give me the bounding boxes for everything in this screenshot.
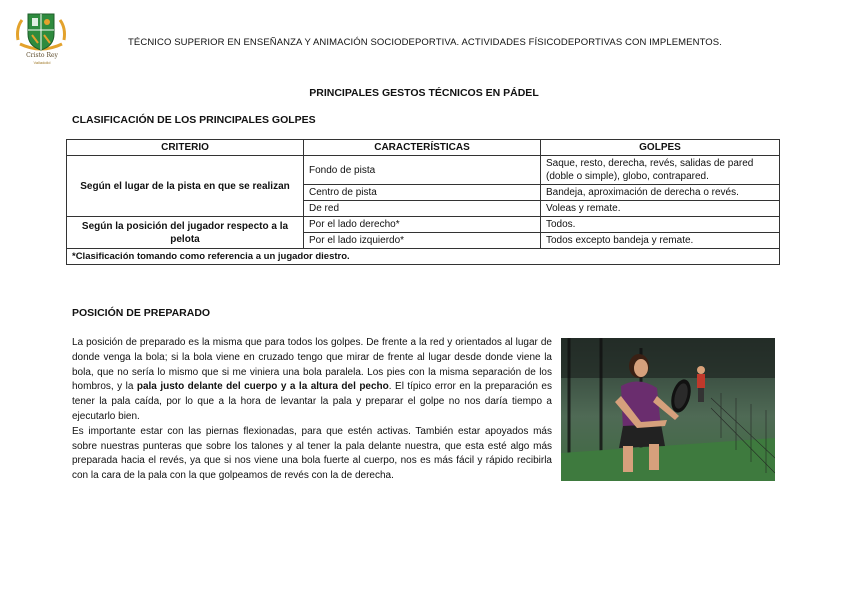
paragraph-1	[72, 336, 552, 425]
column-header-criterio: CRITERIO	[67, 140, 304, 156]
padel-player-photo	[561, 338, 775, 481]
classification-table	[66, 139, 780, 265]
ready-position-text	[72, 336, 552, 484]
golpes-cell: Todos.	[541, 217, 780, 233]
page-title: PRINCIPALES GESTOS TÉCNICOS EN PÁDEL	[309, 87, 539, 99]
ready-position-heading: POSICIÓN DE PREPARADO	[72, 307, 211, 319]
golpes-cell: Voleas y remate.	[541, 201, 780, 217]
table-row	[67, 156, 780, 185]
characteristic-cell: Por el lado derecho*	[304, 217, 541, 233]
logo-text: Cristo Rey	[26, 52, 58, 59]
golpes-cell: Saque, resto, derecha, revés, salidas de pared (doble o simple), globo, contrapared.	[541, 156, 780, 185]
table-note: *Clasificación tomando como referencia a un jugador diestro.	[67, 249, 780, 265]
criterion-cell: Según la posición del jugador respecto a la pelota	[67, 217, 304, 249]
table-header-row	[67, 140, 780, 156]
shield-icon	[14, 10, 68, 54]
golpes-cell: Bandeja, aproximación de derecha o revés.	[541, 185, 780, 201]
logo-subtext: Valladolid	[33, 60, 51, 65]
school-logo	[14, 10, 68, 66]
paragraph-1-bold: pala justo delante del cuerpo y a la altura del pecho	[136, 381, 389, 393]
table-row	[67, 217, 780, 233]
characteristic-cell: Por el lado izquierdo*	[304, 233, 541, 249]
characteristic-cell: Centro de pista	[304, 185, 541, 201]
characteristic-cell: De red	[304, 201, 541, 217]
padel-photo-illustration	[561, 338, 775, 481]
paragraph-1-start: La posición de preparado es la misma que para todos los golpes. De frente a la red y orientados al lugar de donde venga la bola; si la bola viene en cruzado tengo que mirar de frente al lugar desde donde viene la bola, que no sería lo mismo que si me viniera una bola paralela. Los pies con la misma separación de los hombros, y la	[72, 337, 552, 393]
course-header: TÉCNICO SUPERIOR EN ENSEÑANZA Y ANIMACIÓN SOCIODEPORTIVA. ACTIVIDADES FÍSICODEPORTIVAS CON IMPLEMENTOS.	[128, 37, 722, 48]
criterion-cell: Según el lugar de la pista en que se realizan	[67, 156, 304, 217]
classification-heading: CLASIFICACIÓN DE LOS PRINCIPALES GOLPES	[72, 114, 316, 126]
column-header-caracteristicas: CARACTERÍSTICAS	[304, 140, 541, 156]
column-header-golpes: GOLPES	[541, 140, 780, 156]
golpes-cell: Todos excepto bandeja y remate.	[541, 233, 780, 249]
table-note-row	[67, 249, 780, 265]
paragraph-2: Es importante estar con las piernas flexionadas, para que estén activas. También estar apoyados más sobre nuestras punteras que sobre los talones y al tener la pala delante nuestra, que esta esté algo más preparada hacia el revés, ya que si nos viene una bola fuerte al cuerpo, nos es más fácil y rápido recibirla con la cara de la pala con la que golpeamos de revés con la de derecha.	[72, 425, 552, 482]
characteristic-cell: Fondo de pista	[304, 156, 541, 185]
paragraph-1-end: . El típico error en la preparación es tener la pala caída, por lo que a la hora de levantar la pala y preparar el golpe no nos daría tiempo a ejecutarlo bien.	[72, 381, 552, 422]
